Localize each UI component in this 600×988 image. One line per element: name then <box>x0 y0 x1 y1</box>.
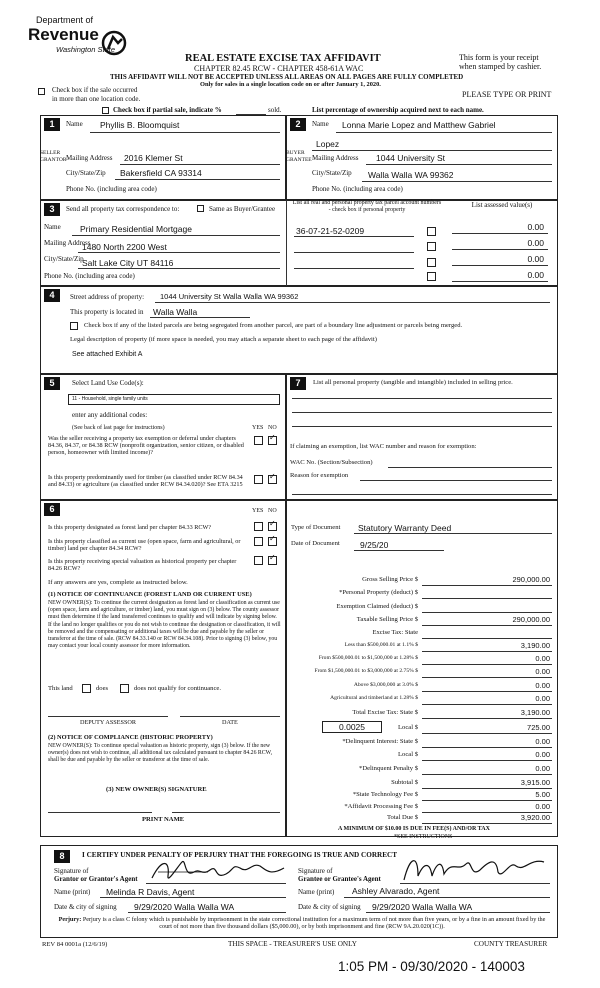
only-sales-note: Only for sales in a single location code on or after January 1, 2020. <box>200 81 381 88</box>
section-7-box <box>286 374 558 500</box>
grantor-name-line <box>100 897 286 898</box>
doc-date-line <box>354 550 444 551</box>
land-use-code: 11 - Household, single family units <box>72 396 148 402</box>
assessed-line-1 <box>452 233 548 234</box>
minimum-note: A MINIMUM OF $10.00 IS DUE IN FEE(S) AND/OR TAX <box>338 826 490 832</box>
tax-row-line <box>422 691 552 692</box>
assessed-line-2 <box>452 249 548 250</box>
seller-phone-label: Phone No. (including area code) <box>66 185 157 193</box>
grantor-signature-icon[interactable] <box>148 856 288 886</box>
segregated-checkbox[interactable] <box>70 322 78 330</box>
section6-q1: Is this property designated as forest land per chapter 84.33 RCW? <box>48 524 212 531</box>
tax-row-label: *Personal Property (deduct) $ <box>339 589 418 596</box>
tax-row-value[interactable]: 0.00 <box>535 681 550 690</box>
correspondence-mailing-label: Mailing Address <box>44 239 91 247</box>
recording-stamp: 1:05 PM - 09/30/2020 - 140003 <box>338 959 525 974</box>
buyer-name-line1[interactable]: Lonna Marie Lopez and Matthew Gabriel <box>342 120 496 130</box>
grantor-date-line <box>128 912 286 913</box>
tax-row-line <box>422 585 552 586</box>
personal-property-checkbox-2[interactable] <box>427 242 436 251</box>
multi-location-label-1: Check box if the sale occurred <box>52 86 138 94</box>
located-in[interactable]: Walla Walla <box>153 307 198 317</box>
new-owner-signature-line-1[interactable] <box>48 812 152 813</box>
tax-row-label: From $500,000.01 to $1,500,000 at 1.28% $ <box>318 655 418 661</box>
form-chapter: CHAPTER 82.45 RCW - CHAPTER 458-61A WAC <box>194 64 364 73</box>
sold-label: sold. <box>268 106 282 114</box>
tax-row-label: Local $ <box>398 751 418 758</box>
grantor-sig-line <box>146 883 286 884</box>
grantor-name-label: Name (print) <box>54 888 91 896</box>
seller-name-label: Name <box>66 120 83 128</box>
assessed-value-2[interactable]: 0.00 <box>527 238 544 248</box>
perjury-label: Perjury: <box>58 916 82 923</box>
tax-row-value[interactable]: 3,915.00 <box>520 778 550 787</box>
see-instructions: *SEE INSTRUCTIONS <box>394 834 453 840</box>
same-as-buyer-checkbox[interactable] <box>197 205 204 212</box>
doc-type[interactable]: Statutory Warranty Deed <box>358 523 452 533</box>
grantor-date-city[interactable]: 9/29/2020 Walla Walla WA <box>134 902 235 912</box>
located-in-label: This property is located in <box>70 308 144 316</box>
exemption-label: If claiming an exemption, list WAC number and reason for exemption: <box>290 443 477 450</box>
buyer-name-line <box>336 132 552 133</box>
send-correspondence-label: Send all property tax correspondence to: <box>66 205 180 213</box>
section5-yes-header: YES <box>252 425 264 431</box>
ownership-note: List percentage of ownership acquired next to each name. <box>312 106 484 114</box>
grantor-sig-label-1: Signature of <box>54 867 89 875</box>
tax-row-label: *Affidavit Processing Fee $ <box>344 803 418 810</box>
corr-city-line <box>78 268 280 269</box>
multi-location-checkbox[interactable] <box>38 88 45 95</box>
reason-label: Reason for exemption <box>290 472 349 479</box>
buyer-name-label: Name <box>312 120 329 128</box>
receipt-note-2: when stamped by cashier. <box>459 62 542 71</box>
corr-name-line <box>72 235 280 236</box>
date-line <box>180 716 280 717</box>
this-land-label: This land <box>48 685 73 692</box>
q6-3-yes-checkbox[interactable] <box>254 556 263 565</box>
section6-q2: Is this property classified as current use (open space, farm and agricultural, or timber) land per chapter 84.34 RCW? <box>48 538 241 552</box>
grantee-date-city[interactable]: 9/29/2020 Walla Walla WA <box>372 902 473 912</box>
dept-line3: Washington State <box>56 45 116 54</box>
tax-row-line <box>422 598 552 599</box>
tax-row-line <box>422 760 552 761</box>
pp-line-1 <box>292 398 552 399</box>
tax-row-value[interactable]: 3,190.00 <box>520 708 550 717</box>
doc-type-line <box>354 533 552 534</box>
doc-date-label: Date of Document <box>291 540 340 547</box>
tax-row-line <box>422 718 552 719</box>
please-type: PLEASE TYPE OR PRINT <box>462 90 552 99</box>
perjury-note <box>52 916 552 931</box>
parcel-header: List all real and personal property tax parcel account numbers - check box if personal property <box>292 200 442 213</box>
grantee-date-label: Date & city of signing <box>298 903 361 911</box>
tax-row-line <box>422 664 552 665</box>
seller-side-label: SELLER GRANTOR <box>40 150 67 163</box>
tax-row-value[interactable]: 0.00 <box>535 654 550 663</box>
tax-row-label: Total Excise Tax: State $ <box>352 709 418 716</box>
buyer-side-label: BUYER GRANTEE <box>286 150 312 163</box>
section-3-divider <box>286 200 287 286</box>
tax-row-label: Above $3,000,000 at 3.0% $ <box>353 682 418 688</box>
grantor-date-label: Date & city of signing <box>54 903 117 911</box>
personal-property-label: List all personal property (tangible and intangible) included in selling price. <box>313 379 513 386</box>
form-title: REAL ESTATE EXCISE TAX AFFIDAVIT <box>185 53 381 64</box>
legal-description[interactable]: See attached Exhibit A <box>72 351 143 358</box>
notice1-body: NEW OWNER(S): To continue the current designation as forest land or classification as current use (open space, farm and agriculture, or timber) land, you must sign on (3) below. The county assessor must then determine if the land transferred continues to qualify and will indicate by signing below. If the land no longer qualifies or you do not wish to continue the designation or classification, it will be removed and the compensating or additional taxes will be due and payable by the seller or transferor at the time of sale. (RCW 84.33.140 or RCW 84.34.108). Prior to signing (3) below, you may contact your local county assessor for more information. <box>48 600 281 650</box>
section6-q3: Is this property receiving special valuation as historical property per chapter 84.26 RCW? <box>48 558 237 572</box>
tax-row-line <box>422 788 552 789</box>
seller-city-line <box>115 179 280 180</box>
tax-row-value[interactable]: 0.00 <box>535 764 550 773</box>
tax-row-value[interactable]: 0.00 <box>535 737 550 746</box>
deputy-assessor-label: DEPUTY ASSESSOR <box>80 719 136 726</box>
doc-type-label: Type of Document <box>291 524 341 531</box>
section5-q1: Was the seller receiving a property tax exemption or deferral under chapters 84.36, 84.37, or 84.38 RCW (nonprofit organization, senior citizen, or disabled person, homeowner with limited income)? <box>48 435 244 456</box>
tax-row-value[interactable]: 725.00 <box>527 723 550 732</box>
assessed-value-1[interactable]: 0.00 <box>527 222 544 232</box>
land-does-checkbox[interactable] <box>82 684 91 693</box>
dept-line2: Revenue <box>28 25 99 44</box>
see-back-note: (See back of last page for instructions) <box>72 425 165 431</box>
assessor-date-label: DATE <box>222 719 238 726</box>
tax-row-label: Less than $500,000.01 at 1.1% $ <box>344 642 418 648</box>
deputy-line <box>48 716 168 717</box>
correspondence-name[interactable]: Primary Residential Mortgage <box>80 224 192 234</box>
tax-row-line <box>422 625 552 626</box>
correspondence-city-label: City/State/Zip <box>44 255 84 263</box>
assessed-header: List assessed value(s) <box>471 201 533 209</box>
street-line <box>155 302 550 303</box>
tax-row-line <box>422 638 552 639</box>
grantee-name-label: Name (print) <box>298 888 335 896</box>
local-rate: 0.0025 <box>339 722 365 732</box>
legal-description-label: Legal description of property (if more space is needed, you may attach a separate sheet to each page of the affidavit) <box>70 336 377 343</box>
tax-row-line <box>422 747 552 748</box>
buyer-city-label: City/State/Zip <box>312 169 352 177</box>
buyer-mailing[interactable]: 1044 University St <box>376 153 445 163</box>
buyer-name2-line <box>312 150 552 151</box>
tax-row-line <box>422 704 552 705</box>
partial-sale-checkbox[interactable] <box>102 107 109 114</box>
print-name-label: PRINT NAME <box>142 816 185 823</box>
section-7-number: 7 <box>290 377 306 390</box>
grantee-sig-line <box>400 883 550 884</box>
q5-1-no-checkbox[interactable] <box>268 436 277 445</box>
section6-yes-header: YES <box>252 508 264 514</box>
additional-codes-label: enter any additional codes: <box>72 411 148 419</box>
tax-row-label: *Delinquent Interest: State $ <box>342 738 418 745</box>
q6-1-yes-checkbox[interactable] <box>254 522 263 531</box>
assessed-line-4 <box>452 281 548 282</box>
tax-row-label: Total Due $ <box>386 814 418 821</box>
pp-line-2 <box>292 412 552 413</box>
county-treasurer: COUNTY TREASURER <box>474 940 548 948</box>
tax-row-line <box>422 677 552 678</box>
tax-row-line <box>422 774 552 775</box>
section5-q2: Is this property predominantly used for timber (as classified under RCW 84.34 and 84.33) or agriculture (as classified under RCW 84.34.020)? See ETA 3215 <box>48 474 243 488</box>
pp-line-3 <box>292 426 552 427</box>
notice2-body: NEW OWNER(S): To continue special valuation as historic property, sign (3) below. If the new owner(s) does not wish to continue, all additional tax calculated pursuant to chapter 84.26 RCW, shall be due and payable by the seller or transferor at the time of sale. <box>48 743 273 764</box>
perjury-text: Perjury is a class C felony which is punishable by imprisonment in the state correctional institution for a maximum term of not more than five years, or by a fine in an amount fixed by the court of not more than five thousand dollars ($5,000.00), or by both imprisonment and fine (RCW 9A.20.020(1C)). <box>82 916 546 931</box>
tax-row-value[interactable]: 5.00 <box>535 790 550 799</box>
seller-mailing[interactable]: 2016 Klemer St <box>124 153 183 163</box>
if-yes-note: If any answers are yes, complete as instructed below. <box>48 579 188 586</box>
notice1-title: (1) NOTICE OF CONTINUANCE (FOREST LAND OR CURRENT USE) <box>48 591 252 598</box>
land-does-label: does <box>96 685 109 692</box>
q6-3-no-checkbox[interactable] <box>268 556 277 565</box>
partial-sale-label: Check box if partial sale, indicate % <box>113 106 222 114</box>
seller-name[interactable]: Phyllis B. Bloomquist <box>100 120 180 130</box>
buyer-phone-label: Phone No. (including area code) <box>312 185 403 193</box>
new-owner-signature-line-2[interactable] <box>172 812 280 813</box>
tax-row-line <box>422 733 552 734</box>
street-address[interactable]: 1044 University St Walla Walla WA 99362 <box>160 292 299 301</box>
grantor-name[interactable]: Melinda R Davis, Agent <box>106 887 195 897</box>
tax-row-label: Local $ <box>398 724 418 731</box>
segregated-label: Check box if any of the listed parcels are being segregated from another parcel, are part of a boundary line adjustment or parcels being merged. <box>84 322 463 329</box>
assessed-value-3[interactable]: 0.00 <box>527 254 544 264</box>
q5-1-yes-checkbox[interactable] <box>254 436 263 445</box>
grantee-signature-icon[interactable] <box>400 852 550 886</box>
q5-2-no-checkbox[interactable] <box>268 475 277 484</box>
correspondence-mailing[interactable]: 1480 North 2200 West <box>82 242 167 252</box>
new-owner-signature-title: (3) NEW OWNER(S) SIGNATURE <box>106 786 207 793</box>
tax-row-value[interactable]: 3,190.00 <box>520 641 550 650</box>
tax-row-value[interactable]: 290,000.00 <box>512 615 550 624</box>
tax-row-label: Subtotal $ <box>391 779 418 786</box>
reason-line <box>360 480 552 481</box>
correspondence-phone-label: Phone No. (including area code) <box>44 272 135 280</box>
q5-2-yes-checkbox[interactable] <box>254 475 263 484</box>
tax-row-value[interactable]: 0.00 <box>535 694 550 703</box>
personal-property-checkbox-4[interactable] <box>427 272 436 281</box>
personal-property-checkbox-3[interactable] <box>427 258 436 267</box>
grantor-sig-label-2: Grantor or Grantor's Agent <box>54 875 138 883</box>
section-4-number: 4 <box>44 289 60 302</box>
q6-2-no-checkbox[interactable] <box>268 537 277 546</box>
q6-1-no-checkbox[interactable] <box>268 522 277 531</box>
tax-row-label: *State Technology Fee $ <box>352 791 418 798</box>
treasurer-use: THIS SPACE - TREASURER'S USE ONLY <box>228 940 357 948</box>
tax-row-line <box>422 823 552 824</box>
tax-row-label: Agricultural and timberland at 1.28% $ <box>330 695 418 701</box>
tax-row-value[interactable]: 0.00 <box>535 802 550 811</box>
section5-no-header: NO <box>268 425 277 431</box>
tax-row-value[interactable]: 0.00 <box>535 750 550 759</box>
section-1-number: 1 <box>44 118 60 131</box>
section6-no-header: NO <box>268 508 277 514</box>
doc-date[interactable]: 9/25/20 <box>360 540 389 550</box>
parcel-line-1 <box>294 236 414 237</box>
dept-line1: Department of <box>36 15 94 25</box>
assessed-value-4[interactable]: 0.00 <box>527 270 544 280</box>
land-use-label: Select Land Use Code(s): <box>72 379 144 387</box>
parcel-number-1[interactable]: 36-07-21-52-0209 <box>296 226 365 236</box>
personal-property-checkbox-1[interactable] <box>427 227 436 236</box>
form-id: REV 84 0001a (12/6/19) <box>42 941 108 948</box>
section-2-number: 2 <box>290 118 306 131</box>
reason-line-2 <box>292 494 552 495</box>
grantee-sig-label-2: Grantee or Grantee's Agent <box>298 875 381 883</box>
section-5-number: 5 <box>44 377 60 390</box>
tax-row-line <box>422 800 552 801</box>
buyer-name-line2[interactable]: Lopez <box>316 139 340 149</box>
grantee-date-line <box>366 912 550 913</box>
assessed-line-3 <box>452 265 548 266</box>
tax-row-label: *Delinquent Penalty $ <box>359 765 418 772</box>
grantee-name-line <box>344 897 550 898</box>
receipt-note-1: This form is your receipt <box>459 53 539 62</box>
notice2-title: (2) NOTICE OF COMPLIANCE (HISTORIC PROPERTY) <box>48 734 213 741</box>
correspondence-city[interactable]: Salt Lake City UT 84116 <box>82 258 174 268</box>
buyer-mailing-label: Mailing Address <box>312 154 359 162</box>
grantee-name[interactable]: Ashley Alvarado, Agent <box>352 886 440 896</box>
seller-mailing-line <box>120 164 280 165</box>
wac-label: WAC No. (Section/Subsection) <box>290 459 373 466</box>
q6-2-yes-checkbox[interactable] <box>254 537 263 546</box>
parcel-line-3 <box>294 268 414 269</box>
buyer-mailing-line <box>366 164 552 165</box>
same-as-buyer-label: Same as Buyer/Grantee <box>209 205 276 213</box>
multi-location-label-2: in more than one location code. <box>52 95 141 103</box>
tax-row-line <box>422 612 552 613</box>
land-does-not-checkbox[interactable] <box>120 684 129 693</box>
street-address-label: Street address of property: <box>70 293 145 301</box>
tax-row-label: Taxable Selling Price $ <box>356 616 418 623</box>
buyer-city-line <box>362 181 552 182</box>
tax-row-label: Excise Tax: State <box>372 629 418 636</box>
located-line <box>150 317 250 318</box>
wac-line <box>388 467 552 468</box>
tax-row-value[interactable]: 3,920.00 <box>520 813 550 822</box>
corr-mailing-line <box>78 252 280 253</box>
buyer-city[interactable]: Walla Walla WA 99362 <box>368 170 454 180</box>
parcel-line-2 <box>294 252 414 253</box>
tax-row-label: From $1,500,000.01 to $3,000,000 at 2.75% $ <box>314 668 418 674</box>
seller-city[interactable]: Bakersfield CA 93314 <box>120 168 202 178</box>
tax-row-label: Gross Selling Price $ <box>362 576 418 583</box>
certify-statement: I CERTIFY UNDER PENALTY OF PERJURY THAT THE FOREGOING IS TRUE AND CORRECT <box>82 851 397 859</box>
section-6-number: 6 <box>44 503 60 516</box>
seller-city-label: City/State/Zip <box>66 169 106 177</box>
section-8-number: 8 <box>54 850 70 863</box>
tax-row-value[interactable]: 0.00 <box>535 667 550 676</box>
correspondence-name-label: Name <box>44 223 61 231</box>
seller-mailing-label: Mailing Address <box>66 154 113 162</box>
not-accepted-note: THIS AFFIDAVIT WILL NOT BE ACCEPTED UNLESS ALL AREAS ON ALL PAGES ARE FULLY COMPLETED <box>110 73 464 81</box>
grantee-sig-label-1: Signature of <box>298 867 333 875</box>
tax-row-value[interactable]: 290,000.00 <box>512 575 550 584</box>
seller-name-line <box>90 132 280 133</box>
section-3-number: 3 <box>44 203 60 216</box>
tax-row-line <box>422 651 552 652</box>
land-does-not-label: does not qualify for continuance. <box>134 685 221 692</box>
tax-row-label: Exemption Claimed (deduct) $ <box>336 603 418 610</box>
